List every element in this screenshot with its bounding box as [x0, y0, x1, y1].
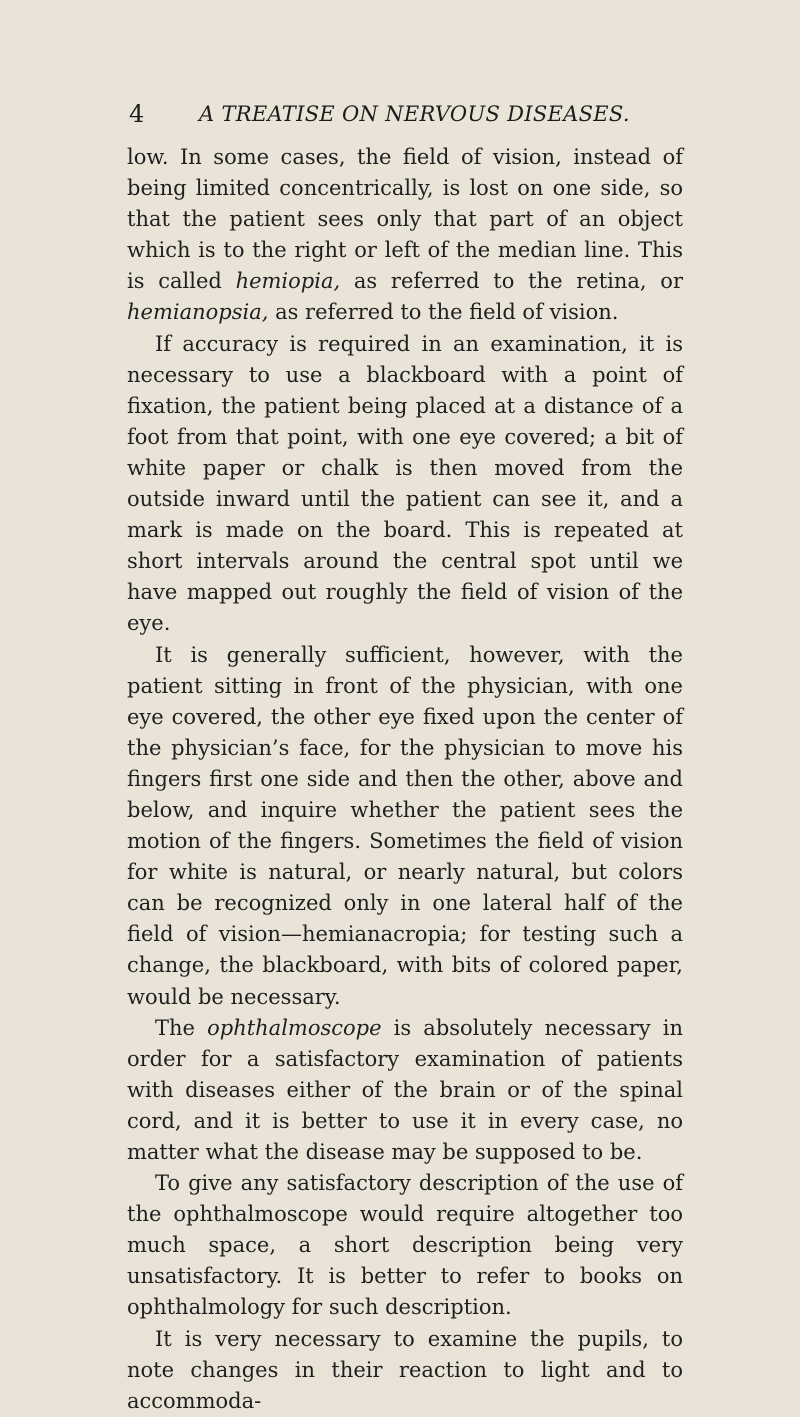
paragraph	[127, 1324, 683, 1417]
paragraph	[127, 142, 683, 329]
italic-term: hemiopia,	[235, 269, 341, 294]
text-segment: The	[155, 1015, 208, 1040]
text-segment: It is very necessary to examine the pupils, to note changes in their reaction to light and to accommoda-	[127, 1326, 683, 1413]
italic-term: hemianopsia,	[127, 300, 269, 325]
page-header	[127, 100, 687, 134]
running-title: A TREATISE ON NERVOUS DISEASES.	[199, 102, 630, 126]
page-number: 4	[129, 100, 145, 128]
text-segment: as referred to the field of vision.	[268, 300, 619, 325]
paragraph	[127, 329, 683, 640]
text-segment: as referred to the retina, or	[340, 269, 683, 294]
paragraph	[127, 640, 683, 1013]
italic-term: ophthalmoscope	[207, 1015, 382, 1040]
text-segment: If accuracy is required in an examination, it is necessary to use a blackboard with a point of fixation, the patient being placed at a distance of a foot from that point, with one eye covered; a bit of white paper or chalk is then moved from the outside inward until the patient can see it, and a mark is made on the board. This is repeated at short intervals around the central spot until we have mapped out roughly the field of vision of the eye.	[127, 331, 683, 636]
text-segment: is absolutely necessary in order for a satisfactory examination of patients with diseases either of the brain or of the spinal cord, and it is better to use it in every case, no matter what the disease may be supposed to be.	[127, 1015, 684, 1164]
paragraph	[127, 1013, 683, 1168]
body-text	[127, 142, 683, 1417]
paragraph	[127, 1168, 683, 1323]
text-segment: low. In some cases, the field of vision, instead of being limited concentrically, is lost on one side, so that the patient sees only that part of an object which is to the right or left of the median line. This is called	[127, 145, 683, 294]
text-segment: To give any satisfactory description of the use of the ophthalmoscope would require altogether too much space, a short description being very unsatisfactory. It is better to refer to books on ophthalmology for such description.	[127, 1171, 683, 1320]
text-segment: It is generally sufficient, however, with the patient sitting in front of the physician, with one eye covered, the other eye fixed upon the center of the physician’s face, for the physician to move his fingers first one side and then the other, above and below, and inquire whether the patient sees the motion of the fingers. Sometimes the field of vision for white is natural, or nearly natural, but colors can be recognized only in one lateral half of the field of vision—hemianacropia; for testing such a change, the blackboard, with bits of colored paper, would be necessary.	[127, 642, 683, 1009]
